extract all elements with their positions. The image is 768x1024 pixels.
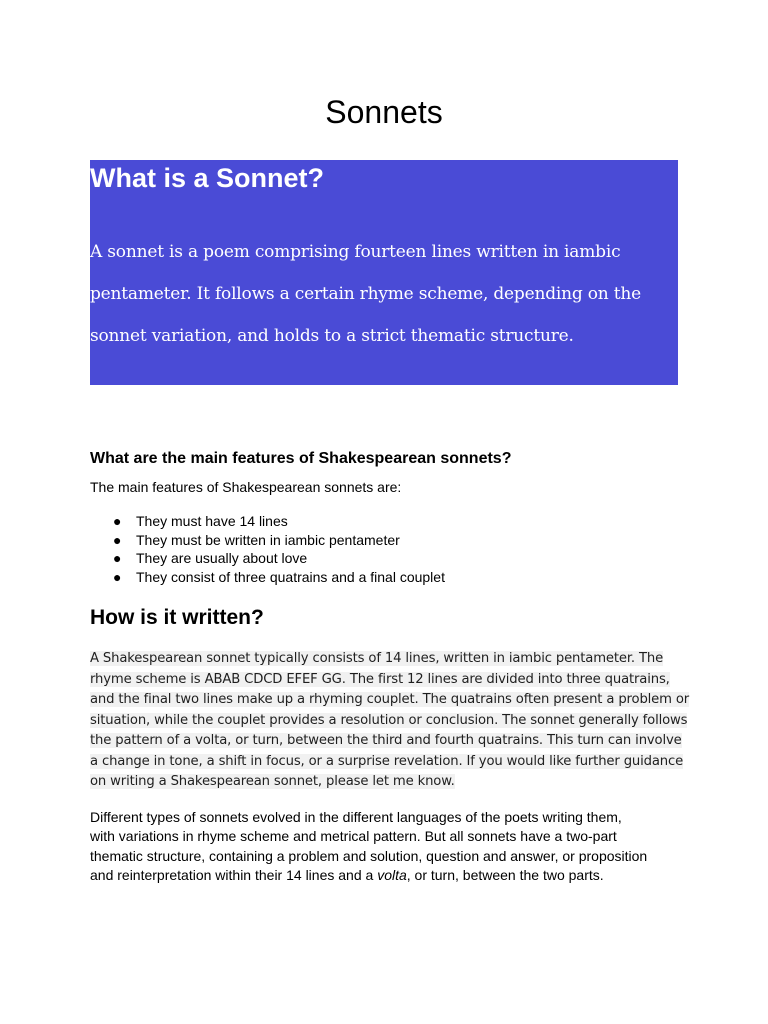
bullet-icon: ●: [113, 513, 122, 529]
list-item: [90, 512, 445, 531]
features-intro: The main features of Shakespearean sonnets are:: [90, 479, 402, 495]
features-list: [90, 512, 445, 586]
volta-emphasis: volta: [377, 867, 407, 884]
bullet-icon: ●: [113, 568, 122, 585]
list-item-text: They are usually about love: [136, 550, 308, 567]
sonnet-definition-box: [90, 160, 678, 385]
bullet-icon: ●: [113, 531, 122, 548]
how-written-text: A Shakespearean sonnet typically consists of 14 lines, written in iambic pentameter. The rhyme scheme is ABAB CDCD EFEF GG. The first 12 lines are divided into three quatrains, and the final two lines make up a rhyming couplet. The quatrains often present a problem or situation, while the couplet provides a resolution or conclusion. The sonnet generally follows the pattern of a volta, or turn, between the third and fourth quatrains. This turn can involve a change in tone, a shift in focus, or a surprise revelation. If you would like further guidance on writing a Shakespearean sonnet, please let me know.: [90, 651, 690, 789]
types-text-after: , or turn, between the two parts.: [406, 867, 604, 884]
document-title: Sonnets: [325, 94, 443, 130]
list-item-text: They must have 14 lines: [136, 513, 288, 529]
hero-body: A sonnet is a poem comprising fourteen lines written in iambic pentameter. It follows a certain rhyme scheme, depending on the sonnet variation, and holds to a strict thematic structure.: [90, 242, 641, 346]
how-written-heading: How is it written?: [90, 606, 264, 629]
hero-heading: What is a Sonnet?: [90, 163, 325, 193]
list-item: [90, 549, 445, 568]
list-item: [90, 568, 445, 587]
sonnet-types-paragraph: [90, 808, 650, 886]
list-item: [90, 531, 445, 550]
list-item-text: They consist of three quatrains and a final couplet: [136, 568, 445, 585]
how-written-body: [90, 649, 690, 793]
list-item-text: They must be written in iambic pentameter: [136, 531, 400, 548]
types-text-before: Different types of sonnets evolved in the different languages of the poets writing them, with variations in rhyme scheme and metrical pattern. But all sonnets have a two-part thematic structure, containing a problem and solution, question and answer, or proposition and reinterpretation within their 14 lines and a: [90, 809, 648, 884]
bullet-icon: ●: [113, 550, 122, 567]
features-heading: What are the main features of Shakespearean sonnets?: [90, 450, 512, 467]
